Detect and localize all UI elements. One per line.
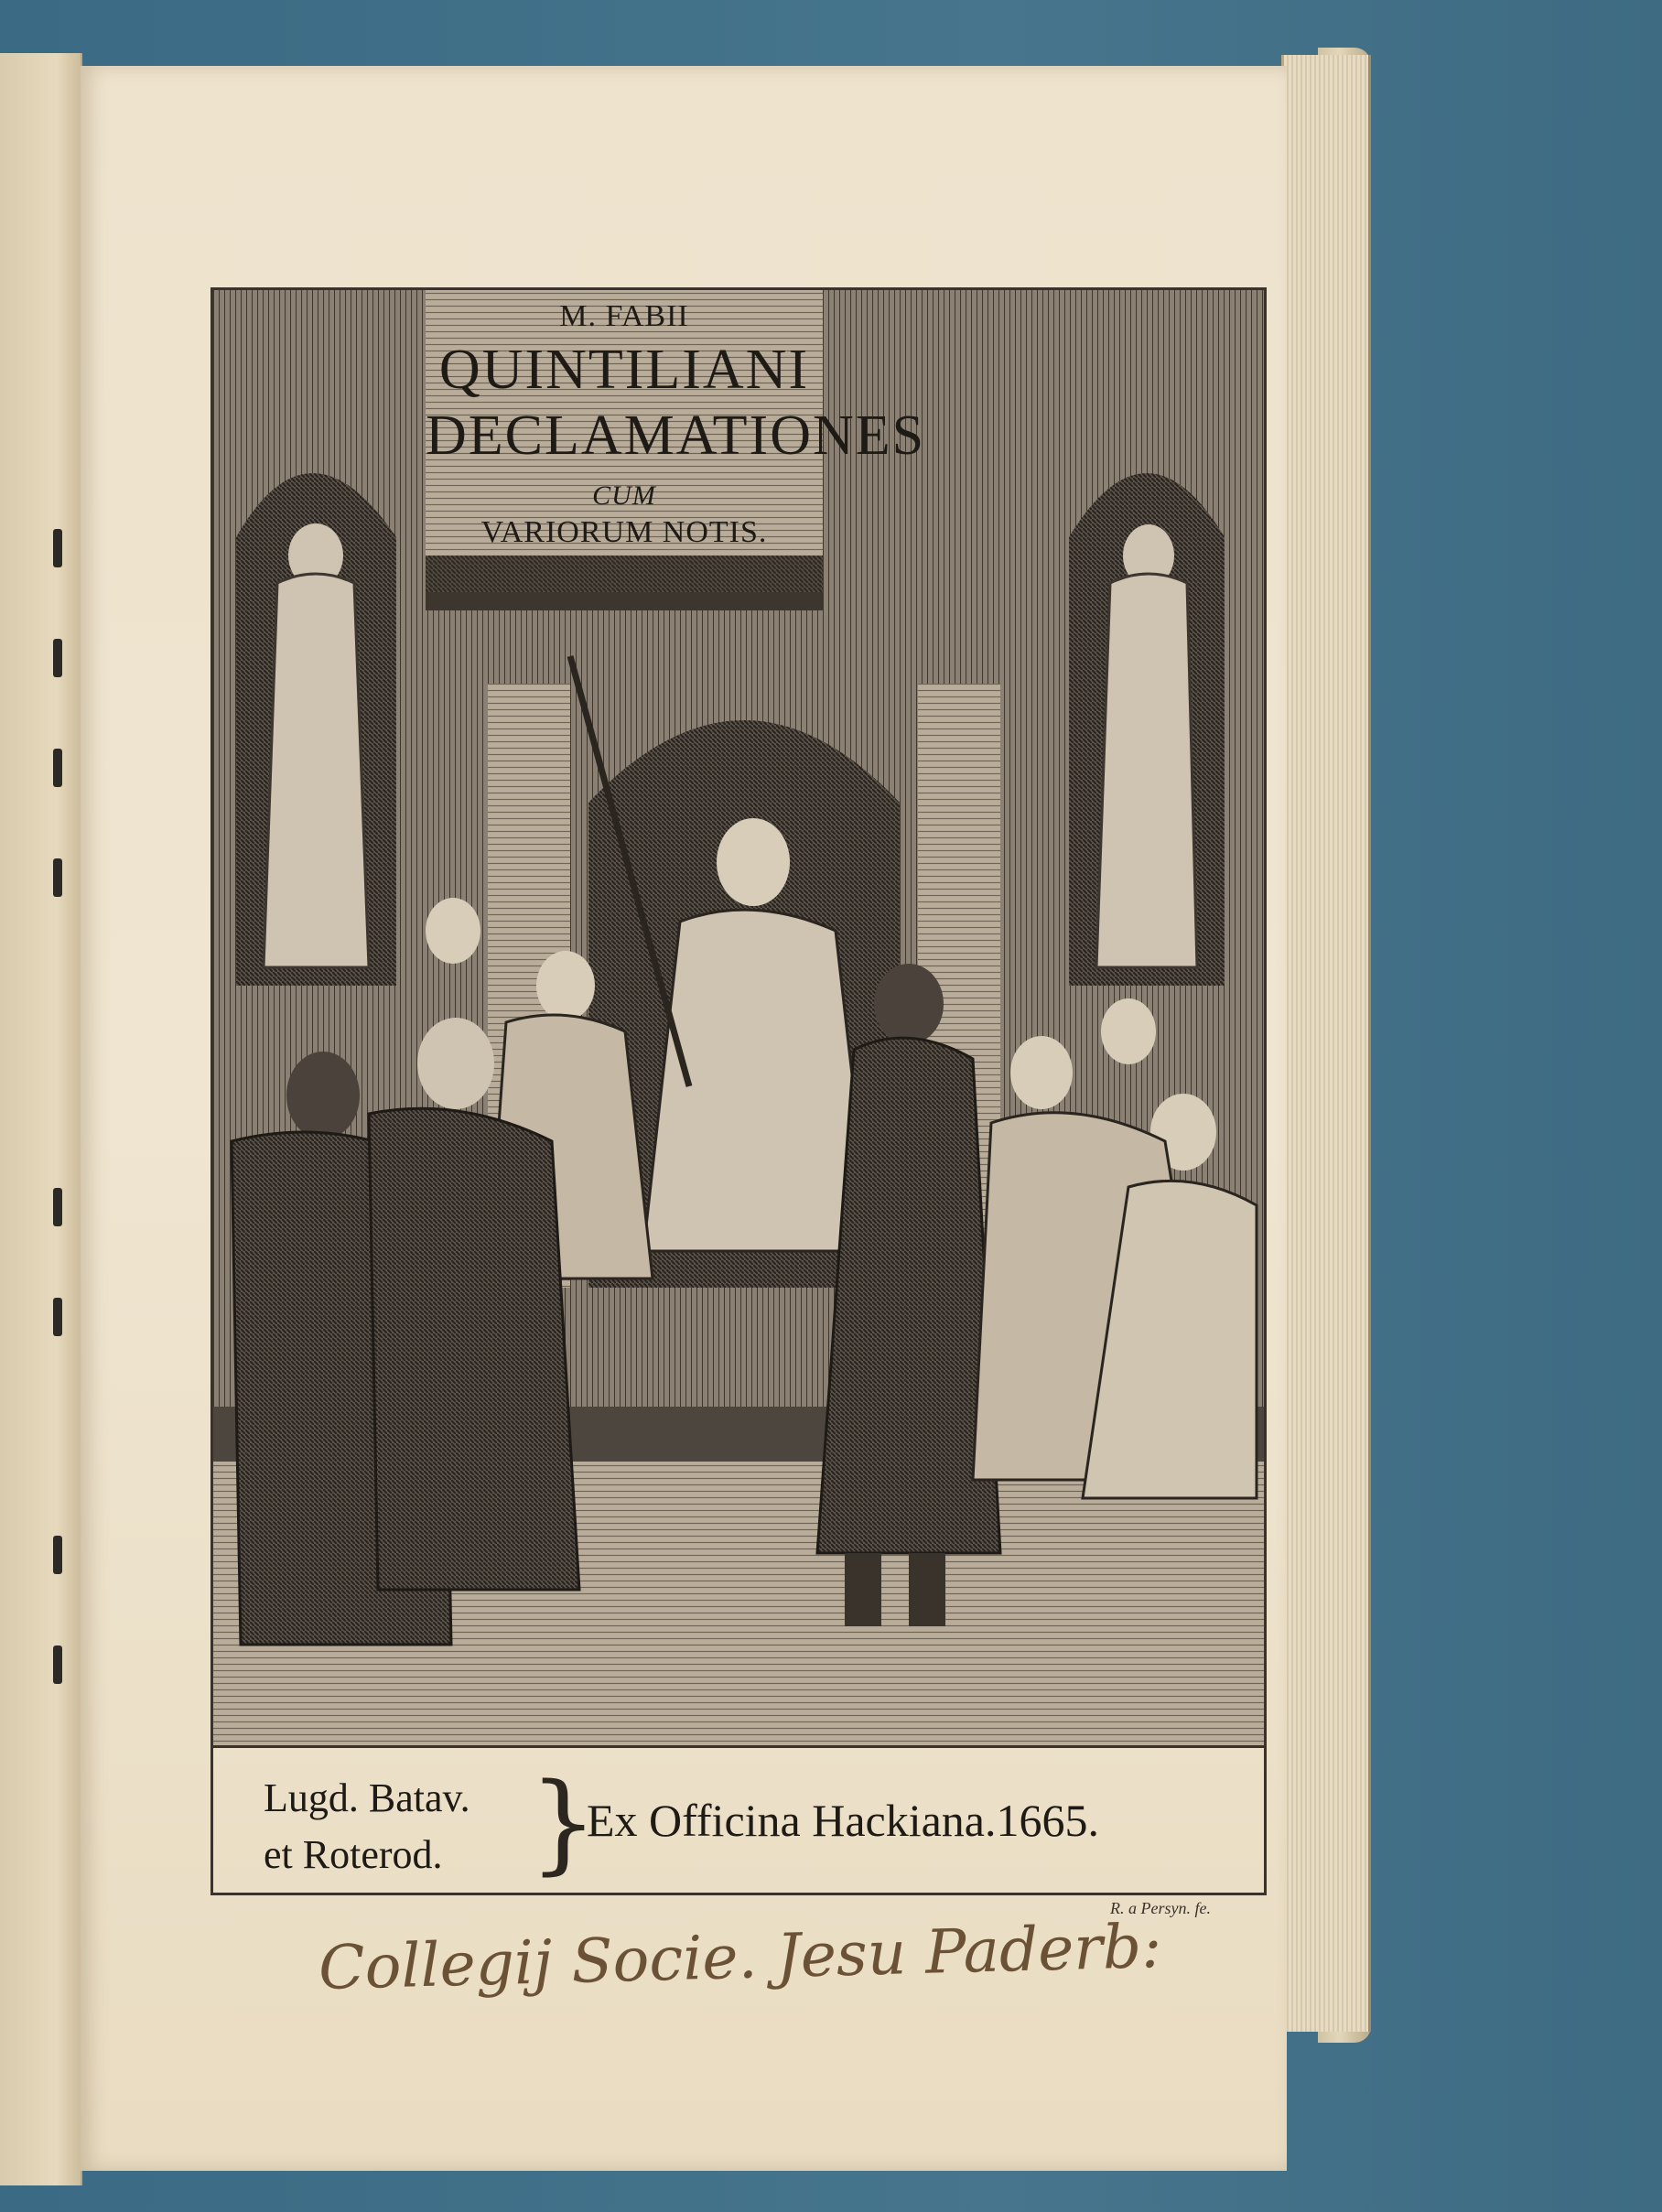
subtitle-cum: CUM	[592, 480, 656, 511]
title-author-name: QUINTILIANI	[438, 339, 810, 401]
title-author-praenomen: M. FABII	[559, 299, 689, 333]
frontispiece-page	[81, 66, 1287, 2171]
page-block-fore-edge	[1281, 55, 1371, 2032]
engraver-signature: R. a Persyn. fe.	[1110, 1899, 1211, 1917]
imprint-publisher: Ex Officina Hackiana.1665.	[587, 1795, 1099, 1846]
binding-stitch	[53, 1646, 62, 1684]
imprint-place	[264, 1770, 470, 1883]
binding-stitch	[53, 639, 62, 677]
left-verso-page	[0, 53, 82, 2185]
binding-stitch	[53, 1536, 62, 1574]
imprint-brace: }	[529, 1759, 599, 1885]
binding-stitch	[53, 529, 62, 567]
imprint-place-line1: Lugd. Batav.	[264, 1775, 470, 1820]
binding-stitch	[53, 749, 62, 787]
imprint-box	[210, 1748, 1267, 1895]
plate-title-panel	[426, 290, 926, 556]
title-work: DECLAMATIONES	[426, 405, 926, 467]
binding-stitch	[53, 858, 62, 897]
binding-stitch	[53, 1188, 62, 1226]
imprint-place-line2: et Roterod.	[264, 1832, 443, 1877]
subtitle-variorum: VARIORUM NOTIS.	[480, 515, 768, 549]
provenance-inscription: Collegij Socie. Jesu Paderb:	[318, 1910, 1163, 2004]
binding-stitch	[53, 1298, 62, 1336]
engraved-plate	[210, 287, 1267, 1748]
